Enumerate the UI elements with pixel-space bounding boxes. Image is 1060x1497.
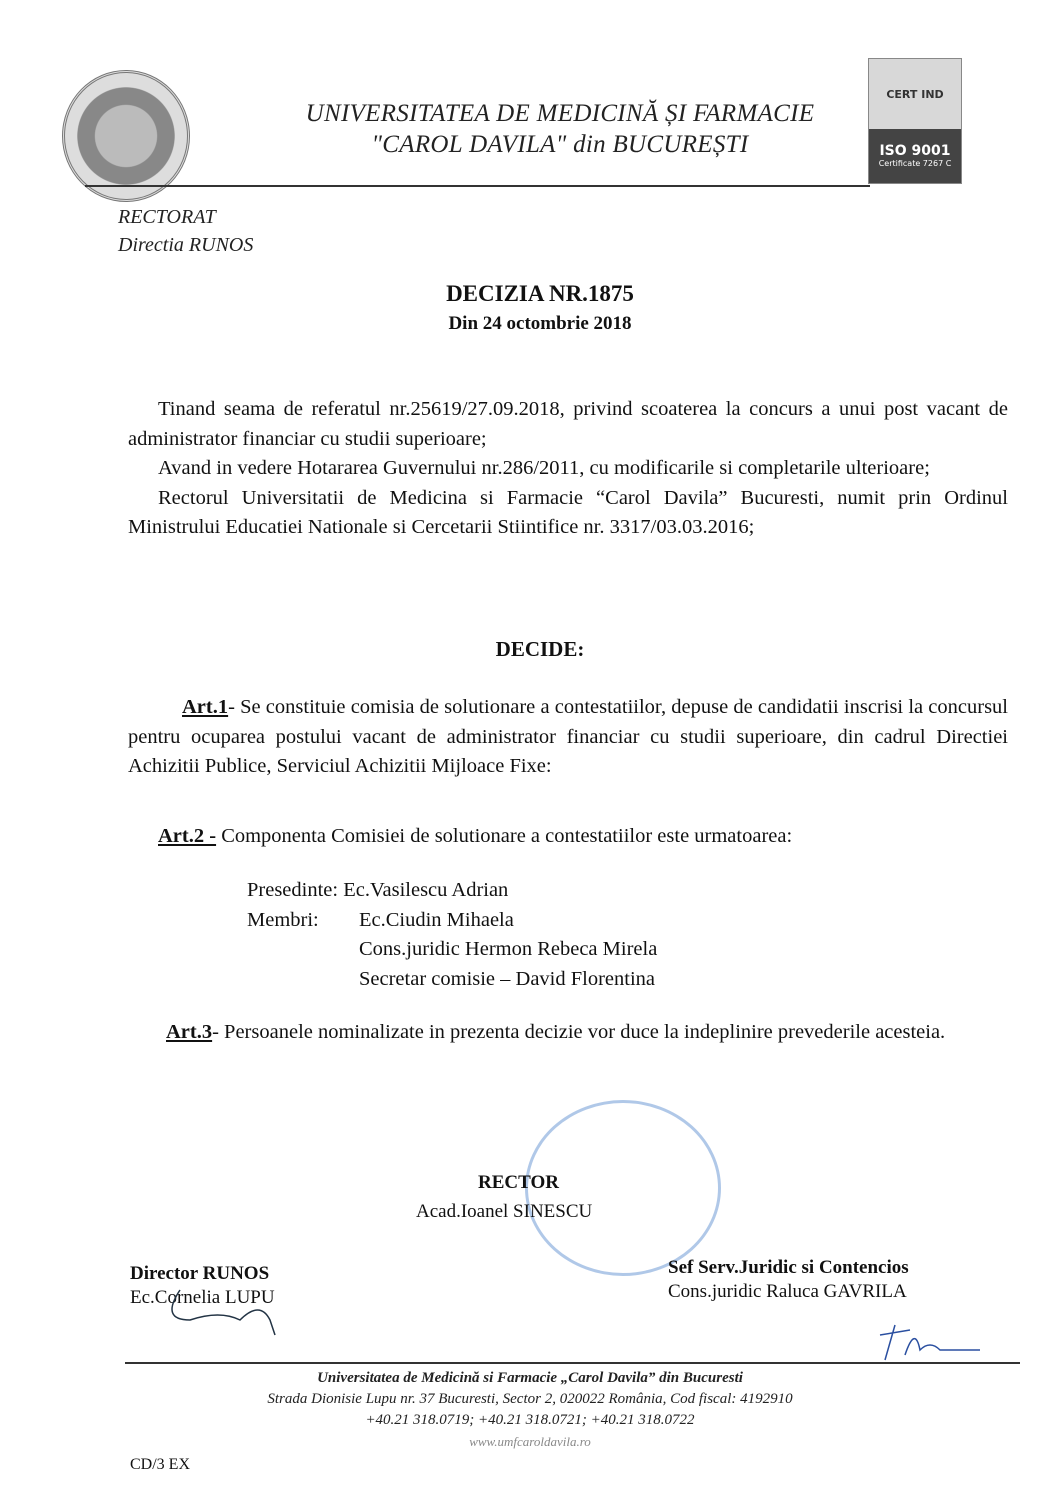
president-name: Ec.Vasilescu Adrian xyxy=(343,879,509,901)
decide-heading: DECIDE: xyxy=(495,637,585,661)
rector-name: Acad.Ioanel SINESCU xyxy=(416,1201,593,1222)
article-3 xyxy=(128,1018,1008,1048)
preamble-paragraph: Avand in vedere Hotararea Guvernului nr.286/2011, cu modificarile si completarile ulterioare; xyxy=(158,457,930,479)
director-signature xyxy=(150,1280,310,1340)
article-1 xyxy=(128,693,1008,782)
directorate: Directia RUNOS xyxy=(118,234,254,256)
member-name: Cons.juridic Hermon Rebeca Mirela xyxy=(359,938,658,960)
iso-certification-logo xyxy=(868,58,962,184)
preamble xyxy=(128,395,1008,543)
iso-label: ISO 9001 xyxy=(879,143,951,159)
preamble-paragraph: Rectorul Universitatii de Medicina si Farmacie “Carol Davila” Bucuresti, numit prin Ordinul Ministrului Educatiei Nationale si Cercetarii Stiintifice nr. 3317/03.03.2016; xyxy=(128,486,1008,538)
rector-title: RECTOR xyxy=(478,1172,559,1193)
copies-note: CD/3 EX xyxy=(130,1456,190,1473)
article-text: - Se constituie comisia de solutionare a contestatiilor, depuse de candidatii inscrisi la concursul pentru ocuparea postului vacant de administrator financiar cu studii superioare, din cadrul Directiei Achizitii Publice, Serviciul Achizitii Mijloace Fixe: xyxy=(128,696,1008,777)
footer-university: Universitatea de Medicină si Farmacie „Carol Davila” din Bucuresti xyxy=(317,1370,743,1386)
member-name: Ec.Ciudin Mihaela xyxy=(359,908,514,931)
footer-address: Strada Dionisie Lupu nr. 37 Bucuresti, Sector 2, 020022 România, Cod fiscal: 4192910 xyxy=(267,1391,793,1407)
footer-phones: +40.21 318.0719; +40.21 318.0721; +40.21 318.0722 xyxy=(365,1412,695,1428)
article-label: Art.1 xyxy=(182,696,229,718)
footer-divider xyxy=(125,1362,1020,1364)
article-2 xyxy=(128,822,1008,852)
decision-date: Din 24 octombrie 2018 xyxy=(448,313,632,334)
members-label: Membri: xyxy=(247,908,319,931)
article-text: - Persoanele nominalizate in prezenta decizie vor duce la indeplinire prevederile acesteia. xyxy=(212,1021,946,1043)
committee-list xyxy=(247,876,657,994)
president-label: Presedinte: xyxy=(247,879,339,901)
header-divider xyxy=(85,185,870,187)
decision-title: DECIZIA NR.1875 xyxy=(446,281,634,306)
university-name-line2: "CAROL DAVILA" din BUCUREȘTI xyxy=(371,131,749,158)
article-label: Art.3 xyxy=(166,1021,213,1043)
article-label: Art.2 - xyxy=(158,825,217,847)
department: RECTORAT xyxy=(118,206,216,228)
university-seal-logo xyxy=(62,70,190,202)
legal-title: Sef Serv.Juridic si Contencios xyxy=(668,1257,909,1278)
director-name: Ec.Cornelia LUPU xyxy=(130,1287,275,1308)
preamble-paragraph: Tinand seama de referatul nr.25619/27.09.2018, privind scoaterea la concurs a unui post vacant de administrator financiar cu studii superioare; xyxy=(128,398,1008,450)
footer-website: www.umfcaroldavila.ro xyxy=(469,1434,591,1449)
legal-signature xyxy=(870,1315,990,1365)
legal-name: Cons.juridic Raluca GAVRILA xyxy=(668,1281,907,1302)
member-name: Secretar comisie – David Florentina xyxy=(359,967,656,990)
article-text: Componenta Comisiei de solutionare a contestatiilor este urmatoarea: xyxy=(216,825,793,847)
iso-certificate: Certificate 7267 C xyxy=(878,159,952,168)
university-name-line1: UNIVERSITATEA DE MEDICINĂ ȘI FARMACIE xyxy=(305,100,815,127)
cert-ind-logo: CERT IND xyxy=(869,59,961,129)
director-title: Director RUNOS xyxy=(130,1263,270,1284)
